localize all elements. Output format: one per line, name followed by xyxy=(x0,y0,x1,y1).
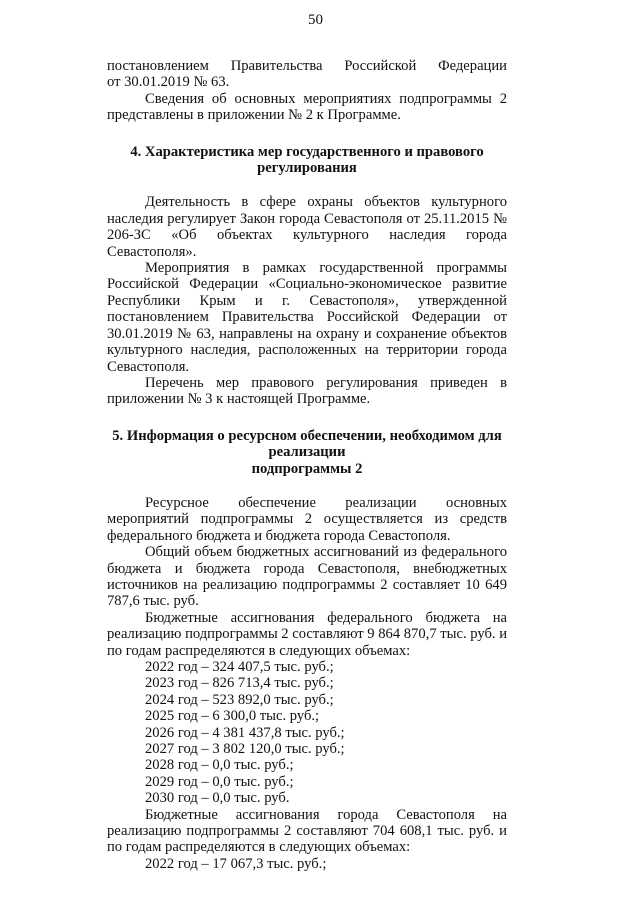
intro-paragraph: Сведения об основных мероприятиях подпрограммы 2 представлены в приложении № 2 к Программе. xyxy=(107,90,507,124)
list-item: 2022 год – 17 067,3 тыс. руб.; xyxy=(145,855,327,872)
list-item: 2023 год – 826 713,4 тыс. руб.; xyxy=(145,675,334,692)
list-item: 2026 год – 4 381 437,8 тыс. руб.; xyxy=(145,724,345,741)
section-4-heading: 4. Характеристика мер государственного и правового регулирования xyxy=(130,143,484,177)
section-5-paragraph-3: Бюджетные ассигнования федерального бюджета на реализацию подпрограммы 2 составляют 9 864 870,7 тыс. руб. и по годам распределяются в следующих объемах: xyxy=(107,609,507,659)
section-5-heading-line-2: подпрограммы 2 xyxy=(251,460,363,477)
intro-line-1: постановлением Правительства Российской Федерации xyxy=(107,58,507,74)
page-number: 50 xyxy=(308,12,323,28)
list-item: 2024 год – 523 892,0 тыс. руб.; xyxy=(145,691,334,708)
city-budget-by-year-list xyxy=(107,856,507,872)
section-4-paragraph-2: Мероприятия в рамках государственной программы Российской Федерации «Социально-экономическое развитие Республики Крым и г. Севастополя», утвержденной постановлением Правительства Российской Федерации от 30.01.2019 № 63, направлены на охрану и сохранение объектов культурного наследия, расположенных на территории города Севастополя. xyxy=(107,260,507,375)
list-item: 2027 год – 3 802 120,0 тыс. руб.; xyxy=(145,741,345,758)
section-5-heading xyxy=(107,428,507,477)
section-5-paragraph-1: Ресурсное обеспечение реализации основных мероприятий подпрограммы 2 осуществляется из средств федерального бюджета и бюджета города Севастополя. xyxy=(107,494,507,544)
section-5-heading-line-1: 5. Информация о ресурсном обеспечении, необходимом для реализации xyxy=(112,427,502,461)
list-item: 2028 год – 0,0 тыс. руб.; xyxy=(145,757,294,774)
section-4-paragraph-3: Перечень мер правового регулирования приведен в приложении № 3 к настоящей Программе. xyxy=(107,374,507,408)
list-item: 2025 год – 6 300,0 тыс. руб.; xyxy=(145,708,320,725)
federal-budget-by-year-list xyxy=(107,659,507,807)
list-item: 2030 год – 0,0 тыс. руб. xyxy=(145,790,290,807)
list-item: 2029 год – 0,0 тыс. руб.; xyxy=(145,773,294,790)
section-5-paragraph-2: Общий объем бюджетных ассигнований из федерального бюджета и бюджета города Севастополя, внебюджетных источников на реализацию подпрограммы 2 составляет 10 649 787,6 тыс. руб. xyxy=(107,544,507,610)
document-body xyxy=(107,58,507,872)
section-4-paragraph-1: Деятельность в сфере охраны объектов культурного наследия регулирует Закон города Севастополя от 25.11.2015 № 206-ЗС «Об объектах культурного наследия города Севастополя». xyxy=(107,194,507,260)
section-5-paragraph-4: Бюджетные ассигнования города Севастополя на реализацию подпрограммы 2 составляют 704 608,1 тыс. руб. и по годам распределяются в следующих объемах: xyxy=(107,806,507,856)
intro-line-2: от 30.01.2019 № 63. xyxy=(107,74,230,91)
list-item: 2022 год – 324 407,5 тыс. руб.; xyxy=(145,659,334,675)
